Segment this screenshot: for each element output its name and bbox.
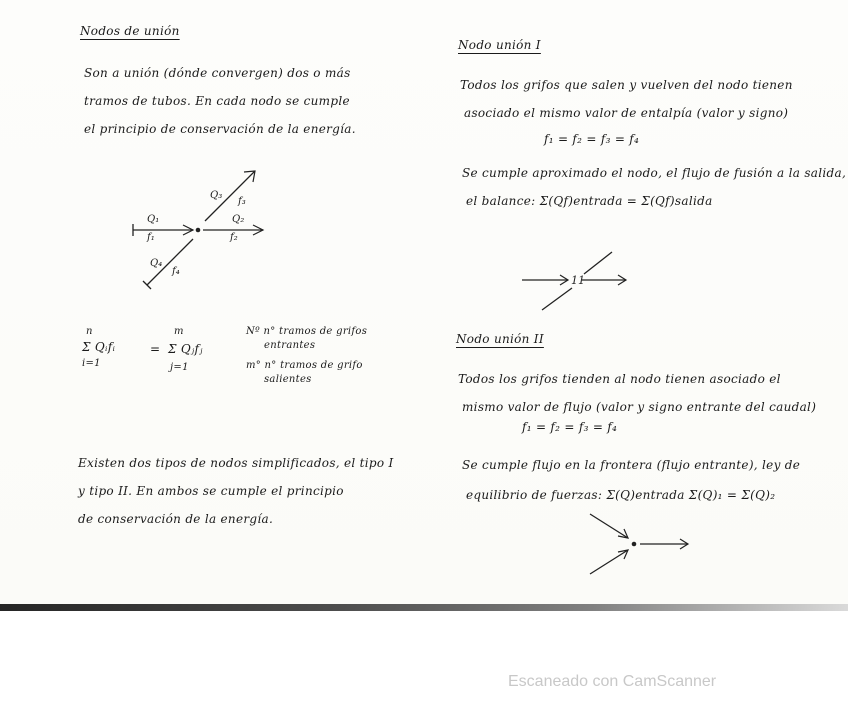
- right-para1-line2: asociado el mismo valor de entalpía (valor y signo): [464, 106, 789, 120]
- sum-lower-rhs: j=1: [170, 362, 189, 373]
- sum-lower-lhs: i=1: [82, 358, 101, 369]
- left-para1-line3: el principio de conservación de la energía.: [84, 122, 356, 136]
- note2-line1: m° n° tramos de grifo: [246, 360, 363, 371]
- left-para2-line2: y tipo II. En ambos se cumple el principio: [78, 484, 344, 498]
- left-para2-line3: de conservación de la energía.: [78, 512, 274, 526]
- diagram-label-f3: f₃: [238, 196, 246, 207]
- note1-line1: Nº n° tramos de grifos: [246, 326, 368, 337]
- right-para1-line4: el balance: Σ(Qf)entrada = Σ(Qf)salida: [466, 194, 713, 208]
- left-para2-line1: Existen dos tipos de nodos simplificados, el tipo I: [78, 456, 394, 470]
- right-title-2: Nodo unión II: [456, 332, 544, 346]
- equals-sign: =: [150, 342, 161, 356]
- node-type1-diagram: [518, 244, 638, 314]
- right-para2-line3: Se cumple flujo en la frontera (flujo entrante), ley de: [462, 458, 801, 472]
- diagram-label-f4: f₄: [172, 266, 180, 277]
- formula-lhs: Σ Qᵢfᵢ: [82, 340, 116, 354]
- right-para2-line4: equilibrio de fuerzas: Σ(Q)entrada Σ(Q)₁ = Σ(Q)₂: [466, 488, 776, 502]
- right-para2-line1: Todos los grifos tienden al nodo tienen asociado el: [458, 372, 781, 386]
- right-para1-line1: Todos los grifos que salen y vuelven del nodo tienen: [460, 78, 793, 92]
- diagram-label-f1: f₁: [147, 232, 155, 243]
- note2-line2: salientes: [264, 374, 312, 385]
- right-para1-line3: Se cumple aproximado el nodo, el flujo de fusión a la salida,: [462, 166, 847, 180]
- diagram-label-q4: Q₄: [150, 258, 163, 269]
- left-para1-line1: Son a unión (dónde convergen) dos o más: [84, 66, 351, 80]
- sum-upper-rhs: m: [174, 326, 184, 337]
- left-para1-line2: tramos de tubos. En cada nodo se cumple: [84, 94, 350, 108]
- svg-text:11: 11: [571, 274, 585, 287]
- node-diagram: [125, 165, 275, 295]
- sum-upper-lhs: n: [86, 326, 93, 337]
- diagram-label-q1: Q₁: [147, 214, 160, 225]
- node-type2-diagram: [584, 506, 704, 586]
- right-equation-2: f₁ = f₂ = f₃ = f₄: [522, 420, 618, 434]
- diagram-label-f2: f₂: [230, 232, 238, 243]
- right-equation-1: f₁ = f₂ = f₃ = f₄: [544, 132, 640, 146]
- diagram-label-q2: Q₂: [232, 214, 245, 225]
- note1-line2: entrantes: [264, 340, 316, 351]
- right-title-1: Nodo unión I: [458, 38, 541, 52]
- scanner-watermark: Escaneado con CamScanner: [508, 673, 717, 690]
- right-para2-line2: mismo valor de flujo (valor y signo entrante del caudal): [462, 400, 817, 414]
- page-edge-shadow: [0, 604, 848, 611]
- formula-rhs: Σ Qⱼfⱼ: [168, 342, 203, 356]
- diagram-label-q3: Q₃: [210, 190, 223, 201]
- left-title: Nodos de unión: [80, 24, 180, 38]
